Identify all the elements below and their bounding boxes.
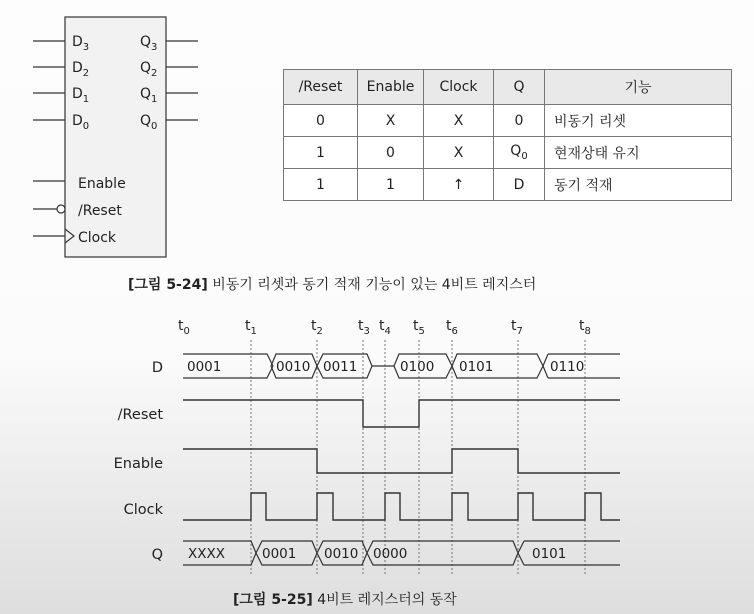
table-row [284,105,732,137]
q2-label: $Q_2$ [140,60,158,79]
d3-label: $D_3$ [72,34,90,53]
cell-q: 0 [494,105,545,137]
cell-reset: 1 [284,137,358,169]
time-label-t6: $t_6$ [446,318,458,337]
caption-1-text: 비동기 리셋과 동기 적재 기능이 있는 4비트 레지스터 [212,277,537,293]
d-value-5: 0110 [550,359,585,375]
signal-label-d: D [151,360,163,376]
cell-clock: X [424,105,494,137]
d1-label: $D_1$ [72,86,90,105]
d-value-3: 0100 [400,359,435,375]
header-function: 기능 [545,70,732,105]
q0-label: $Q_0$ [140,113,158,132]
cell-q: $Q_0$ [494,137,545,169]
time-label-t2: $t_2$ [311,318,323,337]
header-reset: /Reset [284,70,358,105]
register-body [65,17,166,257]
cell-reset: 1 [284,169,358,201]
cell-enable: 1 [358,169,424,201]
q-value-3: 0000 [373,546,408,562]
time-label-t1: $t_1$ [245,318,257,337]
register-block [33,17,198,257]
header-q: Q [494,70,545,105]
q1-label: $Q_1$ [140,86,158,105]
d-value-4: 0101 [459,359,494,375]
enable-waveform [183,449,620,473]
time-markers [251,340,585,575]
q-value-2: 0010 [324,546,359,562]
signal-label-q: Q [151,547,163,563]
time-label-t5: $t_5$ [413,318,425,337]
timing-diagram [114,318,620,575]
time-label-t0: $t_0$ [178,318,190,337]
q-value-4: 0101 [532,546,567,562]
function-table [283,69,732,201]
table-row [284,137,732,169]
reset-inversion-bubble [57,205,65,213]
cell-enable: 0 [358,137,424,169]
time-label-t7: $t_7$ [511,318,523,337]
reset-label: /Reset [78,203,122,219]
time-label-t4: $t_4$ [379,318,391,337]
header-clock: Clock [424,70,494,105]
signal-label-enable: Enable [113,456,163,472]
caption-2-text: 4비트 레지스터의 동작 [317,592,457,608]
signal-label-reset: /Reset [117,407,163,423]
cell-clock: ↑ [424,169,494,201]
reset-waveform [183,400,620,427]
function-table-header-row [284,70,732,105]
time-label-t3: $t_3$ [358,318,370,337]
signal-label-clock: Clock [123,502,163,518]
cell-q: D [494,169,545,201]
cell-enable: X [358,105,424,137]
clock-waveform [183,493,620,520]
cell-reset: 0 [284,105,358,137]
caption-1-tag: [그림 5-24] [128,277,208,293]
cell-function: 현재상태 유지 [545,137,732,169]
caption-2-tag: [그림 5-25] [233,592,313,608]
cell-clock: X [424,137,494,169]
table-row [284,169,732,201]
clock-label: Clock [78,230,117,246]
figure-caption-1 [128,276,536,293]
q-value-0: XXXX [188,546,225,562]
time-label-t8: $t_8$ [579,318,591,337]
d-value-1: 0010 [276,359,311,375]
header-enable: Enable [358,70,424,105]
cell-function: 동기 적재 [545,169,732,201]
q3-label: $Q_3$ [140,34,158,53]
q-value-1: 0001 [262,546,297,562]
d2-label: $D_2$ [72,60,90,79]
cell-function: 비동기 리셋 [545,105,732,137]
enable-label: Enable [78,176,126,192]
d0-label: $D_0$ [72,113,90,132]
figure-caption-2 [233,591,457,608]
d-value-0: 0001 [187,359,222,375]
d-value-2: 0011 [323,359,358,375]
